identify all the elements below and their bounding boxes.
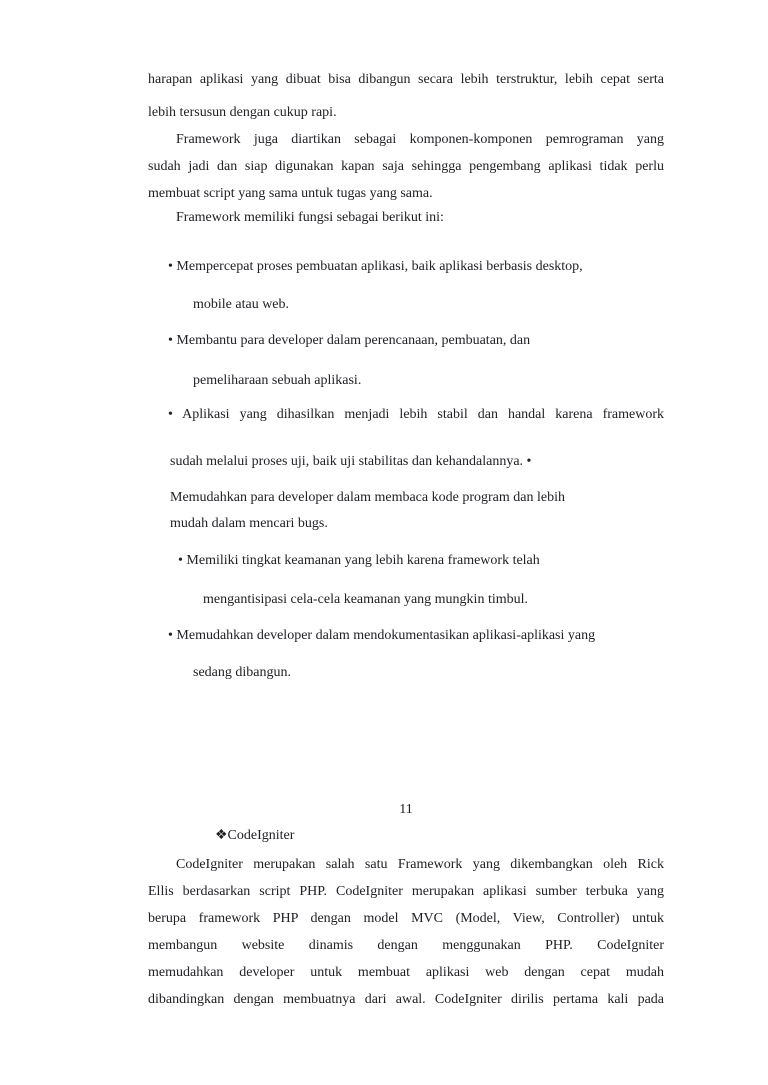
bullet-item-line: mudah dalam mencari bugs. [170, 516, 328, 531]
bullet-item-line: • Membantu para developer dalam perencanaan, pembuatan, dan [168, 333, 531, 348]
text-line: Framework juga diartikan sebagai komponen-komponen pemrograman yang [176, 132, 664, 147]
text-line: Framework memiliki fungsi sebagai berikut ini: [176, 210, 444, 225]
text-line: sudah jadi dan siap digunakan kapan saja sehingga pengembang aplikasi tidak perlu [148, 159, 664, 174]
bullet-item-line: sudah melalui proses uji, baik uji stabilitas dan kehandalannya. • [170, 454, 532, 469]
bullet-item-line: • Mempercepat proses pembuatan aplikasi, baik aplikasi berbasis desktop, [168, 259, 583, 274]
text-line: memudahkan developer untuk membuat aplikasi web dengan cepat mudah [148, 965, 664, 980]
bullet-item-line: Memudahkan para developer dalam membaca kode program dan lebih [170, 490, 565, 505]
bullet-item-line: • Aplikasi yang dihasilkan menjadi lebih stabil dan handal karena framework [168, 407, 664, 422]
bullet-item-line: sedang dibangun. [193, 665, 291, 680]
bullet-item-line: pemeliharaan sebuah aplikasi. [193, 373, 362, 388]
text-line: membuat script yang sama untuk tugas yang sama. [148, 186, 433, 201]
text-line: lebih tersusun dengan cukup rapi. [148, 105, 337, 120]
text-line: harapan aplikasi yang dibuat bisa dibangun secara lebih terstruktur, lebih cepat serta [148, 72, 664, 87]
bullet-item-line: • Memiliki tingkat keamanan yang lebih karena framework telah [178, 553, 540, 568]
text-line: Ellis berdasarkan script PHP. CodeIgniter merupakan aplikasi sumber terbuka yang [148, 884, 664, 899]
page-number: 11 [399, 802, 413, 817]
section-heading: ❖CodeIgniter [215, 828, 295, 843]
text-line: CodeIgniter merupakan salah satu Framework yang dikembangkan oleh Rick [176, 857, 664, 872]
text-line: berupa framework PHP dengan model MVC (Model, View, Controller) untuk [148, 911, 664, 926]
text-line: dibandingkan dengan membuatnya dari awal. CodeIgniter dirilis pertama kali pada [148, 992, 664, 1007]
bullet-item-line: mengantisipasi cela-cela keamanan yang mungkin timbul. [203, 592, 529, 607]
bullet-item-line: • Memudahkan developer dalam mendokumentasikan aplikasi-aplikasi yang [168, 628, 596, 643]
bullet-item-line: mobile atau web. [193, 297, 290, 312]
text-line: membangun website dinamis dengan menggunakan PHP. CodeIgniter [148, 938, 664, 953]
